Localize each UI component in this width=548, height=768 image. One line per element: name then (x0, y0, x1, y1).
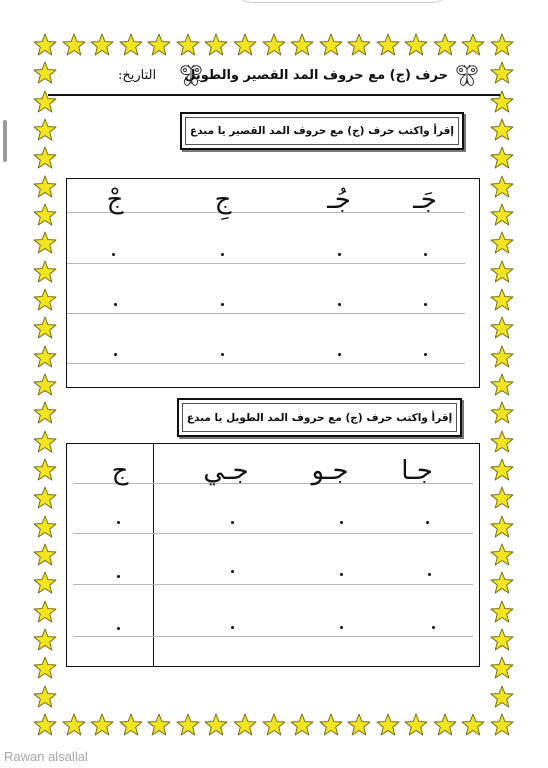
practice-table-long-vowels (66, 443, 480, 667)
star-icon (176, 33, 200, 57)
star-icon (490, 713, 514, 737)
star-icon (490, 685, 514, 709)
star-icon (490, 401, 514, 425)
practice-table-short-vowels (66, 178, 480, 388)
star-icon (33, 175, 57, 199)
column-divider (153, 444, 154, 666)
star-icon (490, 543, 514, 567)
star-icon (33, 33, 57, 57)
trace-dot (221, 253, 224, 256)
trace-dot (117, 627, 120, 630)
letter-jeem-damma: جُـ (327, 185, 351, 215)
trace-dot (338, 353, 341, 356)
trace-dot (114, 353, 117, 356)
worksheet-header (48, 62, 500, 96)
star-icon (33, 685, 57, 709)
star-icon (33, 316, 57, 340)
star-icon (347, 33, 371, 57)
trace-dot (221, 303, 224, 306)
trace-dot (340, 521, 343, 524)
star-icon (33, 260, 57, 284)
star-icon (490, 430, 514, 454)
star-icon (461, 713, 485, 737)
trace-dot (340, 573, 343, 576)
star-icon (490, 118, 514, 142)
star-icon (490, 316, 514, 340)
star-icon (490, 231, 514, 255)
ruled-line (73, 636, 473, 637)
star-icon (490, 571, 514, 595)
instruction-text: إقرأ واكتب حرف (ج) مع حروف المد الطويل يا مبدع (182, 403, 457, 432)
star-icon (319, 713, 343, 737)
star-icon (62, 33, 86, 57)
star-icon (33, 118, 57, 142)
trace-dot (424, 353, 427, 356)
star-icon (433, 33, 457, 57)
star-icon (204, 33, 228, 57)
trace-dot (117, 575, 120, 578)
trace-dot (424, 303, 427, 306)
star-icon (33, 401, 57, 425)
star-icon (119, 713, 143, 737)
star-icon (233, 713, 257, 737)
star-icon (147, 33, 171, 57)
star-icon (33, 430, 57, 454)
letter-jeem-kasra: جِ (214, 185, 232, 215)
star-icon (404, 33, 428, 57)
ruled-line (73, 584, 473, 585)
star-icon (90, 713, 114, 737)
star-icon (33, 486, 57, 510)
ruled-line (67, 313, 465, 314)
star-icon (376, 713, 400, 737)
star-icon (119, 33, 143, 57)
star-icon (376, 33, 400, 57)
star-icon (233, 33, 257, 57)
trace-dot (338, 303, 341, 306)
date-label: التاريخ: (118, 68, 157, 83)
star-icon (33, 600, 57, 624)
star-icon (490, 260, 514, 284)
star-icon (290, 33, 314, 57)
star-icon (62, 713, 86, 737)
star-icon (147, 713, 171, 737)
trace-dot (338, 253, 341, 256)
letter-jeem-ya: جـي (203, 456, 249, 486)
trace-dot (426, 521, 429, 524)
ruled-line (67, 263, 465, 264)
star-icon (433, 713, 457, 737)
butterfly-icon (454, 64, 480, 92)
star-icon (490, 373, 514, 397)
trace-dot (340, 626, 343, 629)
star-icon (490, 288, 514, 312)
letter-jeem-alif: جـا (401, 456, 433, 486)
ruled-line (67, 212, 465, 213)
trace-dot (424, 253, 427, 256)
trace-dot (231, 570, 234, 573)
star-icon (490, 146, 514, 170)
star-icon (33, 628, 57, 652)
star-icon (204, 713, 228, 737)
star-icon (33, 345, 57, 369)
trace-dot (432, 626, 435, 629)
star-icon (33, 713, 57, 737)
star-icon (33, 146, 57, 170)
star-icon (490, 175, 514, 199)
letter-jeem-isolated: ج (111, 456, 129, 486)
scrollbar-thumb[interactable] (3, 120, 7, 162)
star-icon (33, 571, 57, 595)
trace-dot (112, 253, 115, 256)
star-icon (262, 713, 286, 737)
star-icon (33, 515, 57, 539)
star-icon (33, 458, 57, 482)
star-icon (290, 713, 314, 737)
star-icon (33, 373, 57, 397)
star-icon (490, 203, 514, 227)
star-icon (490, 458, 514, 482)
star-icon (33, 203, 57, 227)
instruction-box-short-vowels (180, 112, 464, 150)
instruction-text: إقرأ واكتب حرف (ج) مع حروف المد القصير يا مبدع (185, 117, 459, 145)
trace-dot (114, 303, 117, 306)
star-icon (490, 656, 514, 680)
star-icon (490, 486, 514, 510)
star-icon (176, 713, 200, 737)
star-icon (461, 33, 485, 57)
trace-dot (117, 521, 120, 524)
star-icon (33, 656, 57, 680)
star-icon (490, 345, 514, 369)
star-icon (490, 628, 514, 652)
author-watermark: Rawan alsallal (4, 749, 88, 764)
trace-dot (428, 573, 431, 576)
butterfly-icon (178, 64, 204, 92)
letter-jeem-sukun: جْ (106, 185, 124, 215)
star-icon (262, 33, 286, 57)
star-icon (90, 33, 114, 57)
star-icon (490, 515, 514, 539)
page-edge-curve (231, 0, 453, 3)
star-icon (33, 288, 57, 312)
trace-dot (221, 353, 224, 356)
star-icon (33, 231, 57, 255)
letter-jeem-fatha: جَـ (413, 185, 437, 215)
star-icon (319, 33, 343, 57)
star-icon (33, 543, 57, 567)
star-icon (490, 600, 514, 624)
star-icon (404, 713, 428, 737)
letter-jeem-waw: جـو (311, 456, 349, 486)
instruction-box-long-vowels (177, 398, 462, 437)
trace-dot (231, 521, 234, 524)
star-icon (347, 713, 371, 737)
ruled-line (67, 363, 465, 364)
trace-dot (231, 626, 234, 629)
star-icon (490, 33, 514, 57)
ruled-line (73, 533, 473, 534)
worksheet-title: حرف (ج) مع حروف المد القصير والطويل (184, 68, 448, 83)
